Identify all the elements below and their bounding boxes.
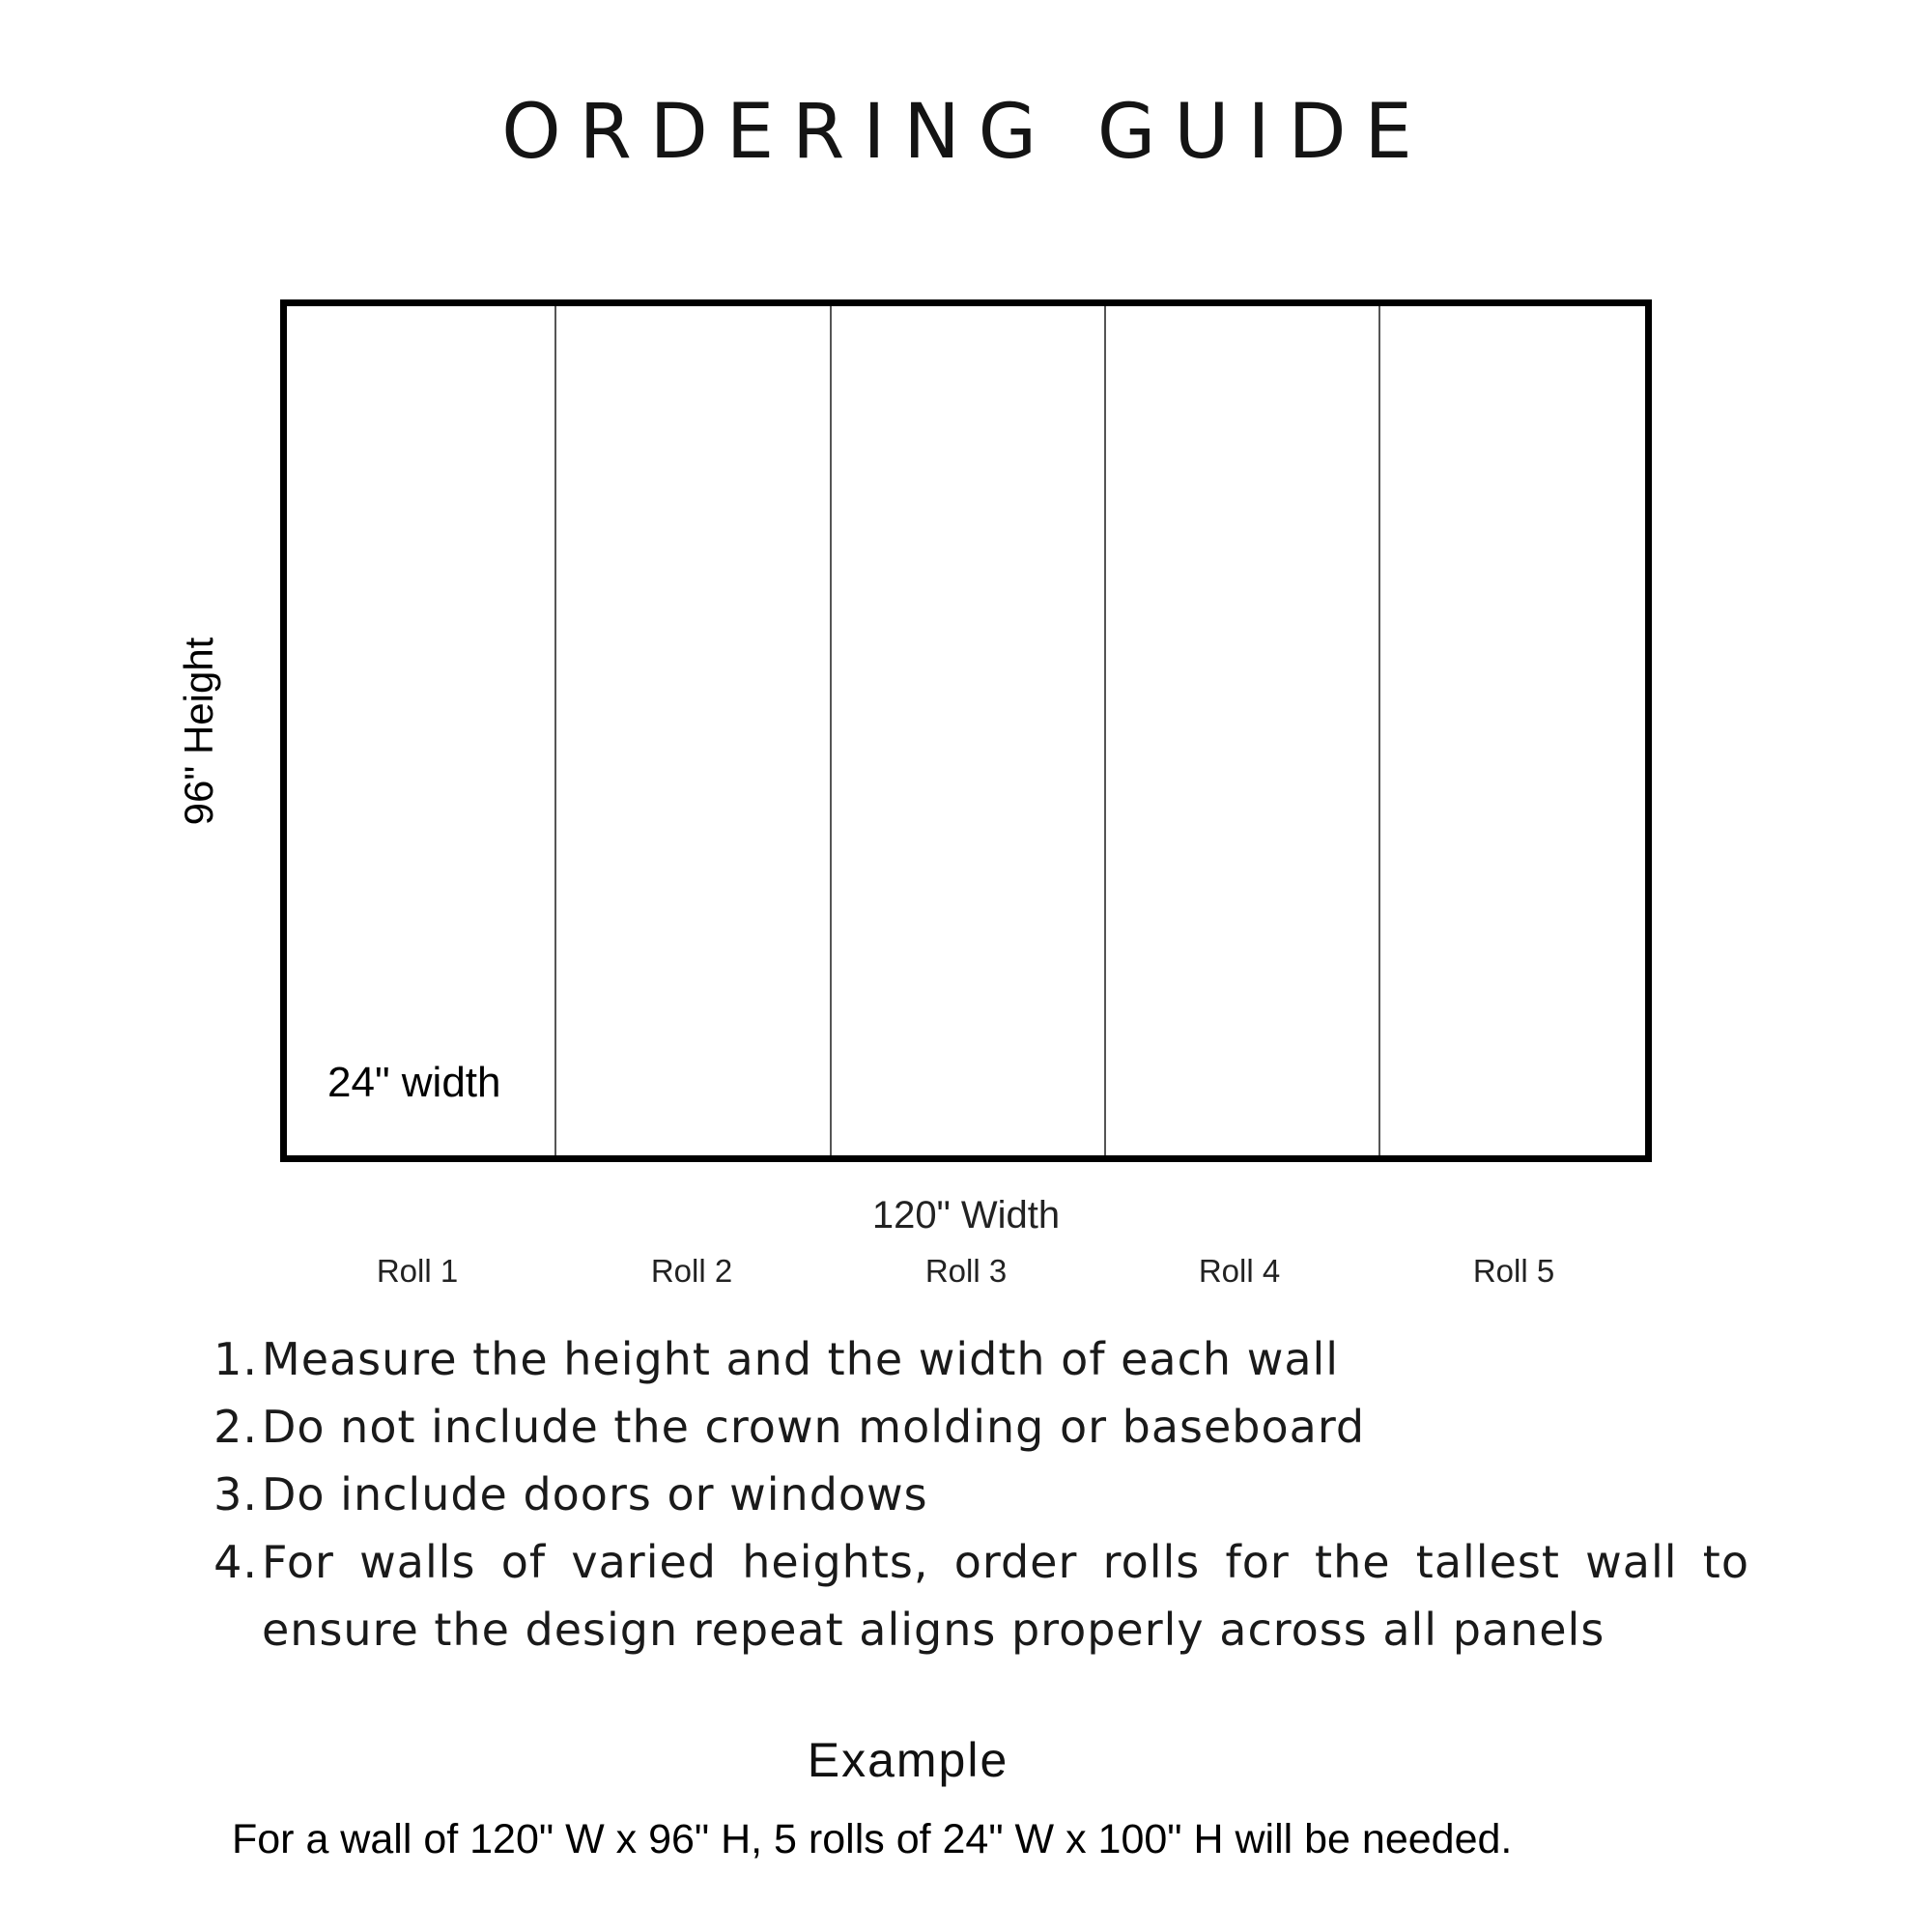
- instruction-item-1: [203, 1325, 1748, 1393]
- roll-label-2: Roll 2: [650, 1253, 733, 1289]
- instruction-text: Measure the height and the width of each wall: [262, 1333, 1340, 1385]
- roll-divider-4: [1378, 306, 1380, 1155]
- panel-width-label: 24" width: [327, 1059, 501, 1106]
- roll-divider-1: [554, 306, 556, 1155]
- instruction-text: Do include doors or windows: [262, 1468, 928, 1520]
- roll-divider-3: [1104, 306, 1106, 1155]
- example-heading: Example: [807, 1733, 1009, 1787]
- instruction-number: 1.: [213, 1333, 258, 1385]
- wall-height-label: 96" Height: [176, 637, 221, 826]
- wall-diagram: [280, 299, 1652, 1162]
- roll-label-3: Roll 3: [924, 1253, 1008, 1289]
- instruction-text: For walls of varied heights, order rolls for the tallest wall to ensure the design repeat aligns properly across all panels: [262, 1536, 1749, 1656]
- example-text: For a wall of 120" W x 96" H, 5 rolls of 24" W x 100" H will be needed.: [232, 1816, 1513, 1862]
- instruction-number: 4.: [213, 1536, 258, 1588]
- instruction-number: 3.: [213, 1468, 258, 1520]
- instruction-text: Do not include the crown molding or baseboard: [262, 1401, 1366, 1453]
- roll-label-1: Roll 1: [376, 1253, 459, 1289]
- roll-label-5: Roll 5: [1472, 1253, 1555, 1289]
- instruction-item-3: [203, 1461, 1748, 1528]
- wall-width-label: 120" Width: [871, 1194, 1061, 1236]
- instruction-item-2: [203, 1393, 1748, 1461]
- instruction-list: [203, 1325, 1748, 1663]
- roll-label-4: Roll 4: [1198, 1253, 1281, 1289]
- instruction-item-4: [203, 1528, 1748, 1663]
- instruction-number: 2.: [213, 1401, 258, 1453]
- roll-divider-2: [830, 306, 832, 1155]
- page-title: ORDERING GUIDE: [501, 89, 1431, 176]
